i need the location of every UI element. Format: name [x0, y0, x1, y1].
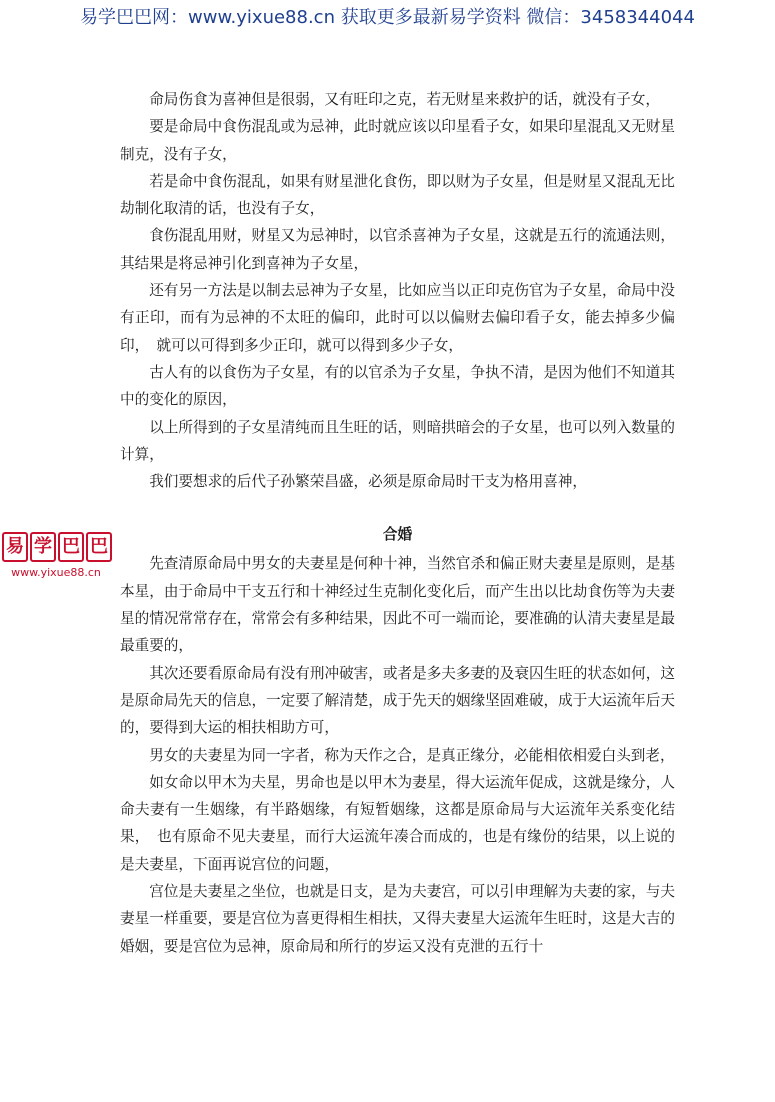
logo-char: 易 — [2, 532, 28, 562]
paragraph: 以上所得到的子女星清纯而且生旺的话，则暗拱暗会的子女星，也可以列入数量的计算， — [120, 418, 675, 463]
paragraph: 其次还要看原命局有没有刑冲破害，或者是多夫多妻的及衰囚生旺的状态如何，这是原命局先天的信息，一定要了解清楚，成于先天的姻缘坚固难破，成于大运流年后天的，要得到大运的相扶相助方可， — [120, 664, 675, 737]
paragraph: 先查清原命局中男女的夫妻星是何种十神，当然官杀和偏正财夫妻星是原则，是基本星，由于命局中干支五行和十神经过生克制化变化后，而产生出以比劫食伤等为夫妻星的情况常常存在，常常会有多种结果，因此不可一端而论，要准确的认清夫妻星是最最重要的， — [120, 555, 675, 655]
paragraph: 还有另一方法是以制去忌神为子女星，比如应当以正印克伤官为子女星，命局中没有正印，而有为忌神的不太旺的偏印，此时可以以偏财去偏印看子女，能去掉多少偏印， 就可以可得到多少正印，就可以得到多少子女， — [120, 282, 675, 354]
paragraph: 我们要想求的后代子孙繁荣昌盛，必须是原命局时干支为格用喜神， — [149, 473, 588, 491]
paragraph: 食伤混乱用财，财星又为忌神时，以官杀喜神为子女星，这就是五行的流通法则，其结果是将忌神引化到喜神为子女星， — [120, 227, 675, 272]
paragraph: 如女命以甲木为夫星，男命也是以甲木为妻星，得大运流年促成，这就是缘分，人命夫妻有一生姻缘，有半路姻缘，有短暂姻缘，这都是原命局与大运流年关系变化结果， 也有原命不见夫妻星，而行大运流年凑合而成的，也是有缘份的结果，以上说的是夫妻星，下面再说宫位的问题， — [120, 773, 675, 873]
logo-url: www.yixue88.cn — [11, 566, 101, 579]
site-header-banner: 易学巴巴网：www.yixue88.cn 获取更多最新易学资料 微信：3458344044 — [80, 7, 695, 28]
logo-char: 巴 — [86, 532, 112, 562]
logo-char: 学 — [30, 532, 56, 562]
paragraph: 男女的夫妻星为同一字者，称为天作之合，是真正缘分，必能相依相爱白头到老， — [149, 746, 675, 764]
paragraph: 要是命局中食伤混乱或为忌神，此时就应该以印星看子女，如果印星混乱又无财星制克，没有子女， — [120, 118, 675, 163]
logo-char: 巴 — [58, 532, 84, 562]
paragraph: 若是命中食伤混乱，如果有财星泄化食伤，即以财为子女星，但是财星又混乱无比劫制化取清的话，也没有子女， — [120, 172, 675, 218]
paragraph: 命局伤食为喜神但是很弱，又有旺印之克，若无财星来救护的话，就没有子女， — [149, 91, 660, 108]
section-title: 合婚 — [382, 526, 413, 544]
paragraph: 宫位是夫妻星之坐位，也就是日支，是为夫妻宫，可以引申理解为夫妻的家，与夫妻星一样重要，要是宫位为喜更得相生相扶，又得夫妻星大运流年生旺时，这是大吉的婚姻，要是宫位为忌神，原命局和所行的岁运又没有克泄的五行十 — [120, 883, 675, 955]
watermark-logo — [2, 532, 112, 584]
logo-seal — [2, 532, 112, 562]
paragraph: 古人有的以食伤为子女星，有的以官杀为子女星，争执不清，是因为他们不知道其中的变化的原因， — [120, 363, 675, 409]
document-body — [120, 86, 675, 960]
